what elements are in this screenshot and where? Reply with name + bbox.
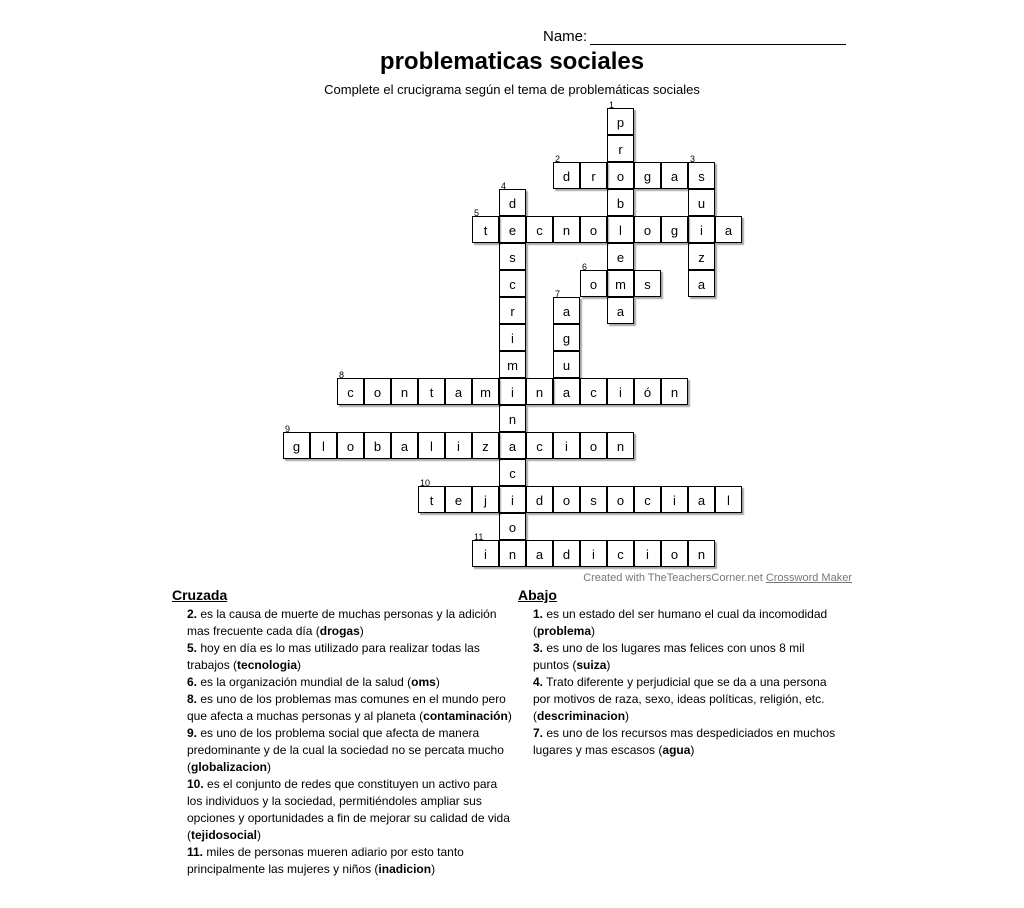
crossword-cell[interactable] bbox=[553, 378, 580, 405]
cell-letter: c bbox=[509, 466, 516, 481]
clue-text: es uno de los lugares mas felices con unos 8 mil puntos ( bbox=[533, 641, 805, 672]
crossword-cell[interactable] bbox=[688, 243, 715, 270]
crossword-cell[interactable] bbox=[364, 378, 391, 405]
clue-text: ) bbox=[297, 658, 302, 672]
cell-letter: n bbox=[400, 385, 409, 400]
crossword-cell[interactable] bbox=[580, 540, 607, 567]
crossword-cell[interactable] bbox=[634, 486, 661, 513]
cell-letter: o bbox=[508, 520, 517, 535]
cell-letter: o bbox=[643, 223, 652, 238]
clue-text: ) bbox=[690, 743, 695, 757]
clue-number: 3 bbox=[690, 154, 696, 164]
cell-letter: i bbox=[673, 493, 676, 508]
cell-letter: i bbox=[700, 223, 703, 238]
crossword-cell[interactable] bbox=[607, 297, 634, 324]
cell-letter: c bbox=[347, 385, 354, 400]
crossword-cell[interactable] bbox=[499, 459, 526, 486]
crossword-cell[interactable] bbox=[607, 100, 634, 135]
clue-text: es un estado del ser humano el cual da incomodidad ( bbox=[533, 607, 828, 638]
clue-answer: drogas bbox=[319, 624, 360, 638]
crossword-cell[interactable] bbox=[310, 432, 337, 459]
page-title: problematicas sociales bbox=[379, 48, 645, 75]
crossword-cell[interactable] bbox=[391, 432, 418, 459]
crossword-cell[interactable] bbox=[688, 216, 715, 243]
cell-letter: e bbox=[616, 250, 625, 265]
clue-text: ) bbox=[359, 624, 364, 638]
crossword-cell[interactable] bbox=[445, 378, 472, 405]
cell-letter: n bbox=[616, 439, 625, 454]
name-label: Name: bbox=[543, 28, 588, 45]
crossword-cell[interactable] bbox=[607, 135, 634, 162]
cell-letter: a bbox=[562, 385, 571, 400]
crossword-cell[interactable] bbox=[526, 378, 553, 405]
cell-letter: j bbox=[484, 493, 487, 508]
crossword-cell[interactable] bbox=[445, 432, 472, 459]
crossword-cell[interactable] bbox=[553, 324, 580, 351]
crossword-cell[interactable] bbox=[580, 262, 607, 297]
clue-number: 8 bbox=[339, 370, 345, 380]
page-subtitle: Complete el crucigrama según el tema de problemáticas sociales bbox=[324, 82, 700, 97]
clue-number: 5 bbox=[474, 208, 480, 218]
clue-text: ) bbox=[435, 675, 440, 689]
cell-letter: a bbox=[562, 304, 571, 319]
clue-text: ) bbox=[625, 709, 630, 723]
crossword-cell[interactable] bbox=[418, 478, 445, 513]
cell-letter: z bbox=[482, 439, 489, 454]
cell-letter: m bbox=[507, 358, 518, 373]
crossword-cell[interactable] bbox=[526, 540, 553, 567]
crossword-cell[interactable] bbox=[499, 243, 526, 270]
cell-letter: c bbox=[617, 547, 624, 562]
crossword-cell[interactable] bbox=[499, 324, 526, 351]
clue-answer: inadicion bbox=[378, 862, 432, 876]
clue-item bbox=[187, 606, 512, 640]
cell-letter: b bbox=[616, 196, 625, 211]
cell-letter: a bbox=[724, 223, 733, 238]
crossword-cell[interactable] bbox=[472, 532, 499, 567]
crossword-cell[interactable] bbox=[580, 486, 607, 513]
clue-item bbox=[533, 640, 838, 674]
clue-answer: suiza bbox=[576, 658, 607, 672]
cell-letter: a bbox=[616, 304, 625, 319]
crossword-cell[interactable] bbox=[553, 154, 580, 189]
cell-letter: a bbox=[508, 439, 517, 454]
cell-letter: n bbox=[508, 547, 517, 562]
crossword-cell[interactable] bbox=[472, 208, 499, 243]
cell-letter: a bbox=[697, 277, 706, 292]
crossword-cell[interactable] bbox=[499, 486, 526, 513]
crossword-cell[interactable] bbox=[499, 181, 526, 216]
crossword-cell[interactable] bbox=[337, 370, 364, 405]
clue-text: es el conjunto de redes que constituyen un activo para los individuos y la sociedad, permitiéndoles ampliar sus opciones y oportunidades a fin de mejorar su calidad de vida ( bbox=[187, 777, 510, 842]
cell-letter: g bbox=[670, 223, 679, 238]
crossword-cell[interactable] bbox=[661, 378, 688, 405]
crossword-cell[interactable] bbox=[688, 189, 715, 216]
cell-letter: c bbox=[590, 385, 597, 400]
clue-answer: descriminacion bbox=[537, 709, 626, 723]
cell-letter: n bbox=[670, 385, 679, 400]
clue-answer: agua bbox=[662, 743, 691, 757]
cell-letter: d bbox=[562, 169, 571, 184]
crossword-cell[interactable] bbox=[688, 540, 715, 567]
cell-letter: o bbox=[589, 277, 598, 292]
cell-letter: i bbox=[511, 385, 514, 400]
crossword-cell[interactable] bbox=[661, 486, 688, 513]
clue-text: ) bbox=[257, 828, 262, 842]
clue-number: 7 bbox=[555, 289, 561, 299]
crossword-cell[interactable] bbox=[472, 432, 499, 459]
cell-letter: m bbox=[615, 277, 626, 292]
crossword-cell[interactable] bbox=[634, 378, 661, 405]
clue-number: 2. bbox=[187, 607, 198, 621]
crossword-cell[interactable] bbox=[607, 378, 634, 405]
clue-item bbox=[187, 674, 512, 691]
cell-letter: o bbox=[373, 385, 382, 400]
clue-number: 4 bbox=[501, 181, 507, 191]
cell-letter: g bbox=[643, 169, 652, 184]
crossword-cell[interactable] bbox=[688, 486, 715, 513]
cell-letter: e bbox=[454, 493, 463, 508]
clue-text: es la organización mundial de la salud ( bbox=[197, 675, 412, 689]
clue-text: ) bbox=[591, 624, 596, 638]
cell-letter: n bbox=[535, 385, 544, 400]
cell-letter: l bbox=[727, 493, 730, 508]
clue-item bbox=[533, 674, 838, 725]
cell-letter: d bbox=[508, 196, 517, 211]
crossword-cell[interactable] bbox=[553, 432, 580, 459]
cell-letter: a bbox=[535, 547, 544, 562]
cell-letter: t bbox=[483, 223, 488, 238]
crossword-cell[interactable] bbox=[661, 162, 688, 189]
crossword-cell[interactable] bbox=[661, 540, 688, 567]
crossword-cell[interactable] bbox=[499, 432, 526, 459]
cell-letter: c bbox=[509, 277, 516, 292]
cell-letter: t bbox=[429, 493, 434, 508]
crossword-cell[interactable] bbox=[499, 378, 526, 405]
cell-letter: i bbox=[484, 547, 487, 562]
crossword-cell[interactable] bbox=[688, 270, 715, 297]
clue-number: 1 bbox=[609, 100, 615, 110]
cell-letter: s bbox=[509, 250, 516, 265]
crossword-cell[interactable] bbox=[472, 486, 499, 513]
cell-letter: s bbox=[590, 493, 597, 508]
cell-letter: a bbox=[454, 385, 463, 400]
cell-letter: i bbox=[565, 439, 568, 454]
crossword-cell[interactable] bbox=[715, 216, 742, 243]
crossword-cell[interactable] bbox=[634, 540, 661, 567]
clue-number: 6 bbox=[582, 262, 588, 272]
crossword-cell[interactable] bbox=[526, 216, 553, 243]
clue-number: 7. bbox=[533, 726, 544, 740]
clue-item bbox=[187, 776, 512, 844]
crossword-cell[interactable] bbox=[499, 405, 526, 432]
clue-answer: globalizacion bbox=[191, 760, 268, 774]
cell-letter: g bbox=[292, 439, 301, 454]
crossword-cell[interactable] bbox=[391, 378, 418, 405]
cell-letter: c bbox=[536, 439, 543, 454]
cell-letter: o bbox=[616, 493, 625, 508]
clue-text: es uno de los problemas mas comunes en el mundo pero que afecta a muchas personas y al planeta ( bbox=[187, 692, 506, 723]
clue-text: miles de personas mueren adiario por esto tanto principalmente las mujeres y niños ( bbox=[187, 845, 464, 876]
cell-letter: o bbox=[616, 169, 625, 184]
cell-letter: u bbox=[562, 358, 571, 373]
crossword-cell[interactable] bbox=[499, 351, 526, 378]
cell-letter: o bbox=[562, 493, 571, 508]
clue-text: Trato diferente y perjudicial que se da a una persona por motivos de raza, sexo, ideas políticas, religión, etc. ( bbox=[533, 675, 827, 723]
cell-letter: c bbox=[536, 223, 543, 238]
clue-number: 2 bbox=[555, 154, 561, 164]
crossword-cell[interactable] bbox=[580, 432, 607, 459]
cell-letter: m bbox=[480, 385, 491, 400]
cell-letter: g bbox=[562, 331, 571, 346]
clue-number: 8. bbox=[187, 692, 198, 706]
cell-letter: n bbox=[697, 547, 706, 562]
crossword-cell[interactable] bbox=[580, 378, 607, 405]
clue-item bbox=[187, 691, 512, 725]
crossword-cell[interactable] bbox=[553, 540, 580, 567]
down-clues bbox=[518, 587, 838, 759]
crossword-cell[interactable] bbox=[553, 289, 580, 324]
down-clue-list bbox=[518, 606, 838, 759]
crossword-cell[interactable] bbox=[499, 297, 526, 324]
cell-letter: o bbox=[346, 439, 355, 454]
clue-item bbox=[187, 725, 512, 776]
crossword-cell[interactable] bbox=[472, 378, 499, 405]
crossword-cell[interactable] bbox=[607, 540, 634, 567]
crossword-cell[interactable] bbox=[499, 216, 526, 243]
clue-answer: tecnologia bbox=[237, 658, 298, 672]
crossword-cell[interactable] bbox=[688, 154, 715, 189]
cell-letter: r bbox=[591, 169, 596, 184]
cell-letter: c bbox=[644, 493, 651, 508]
clue-text: ) bbox=[431, 862, 436, 876]
cell-letter: l bbox=[619, 223, 622, 238]
crossword-cell[interactable] bbox=[634, 270, 661, 297]
cell-letter: s bbox=[644, 277, 651, 292]
crossword-maker-link[interactable]: Crossword Maker bbox=[765, 572, 852, 584]
cell-letter: n bbox=[508, 412, 517, 427]
crossword-cell[interactable] bbox=[580, 162, 607, 189]
cell-letter: a bbox=[400, 439, 409, 454]
cell-letter: l bbox=[430, 439, 433, 454]
cell-letter: p bbox=[616, 115, 625, 130]
crossword-cell[interactable] bbox=[445, 486, 472, 513]
clue-number: 11. bbox=[187, 845, 204, 859]
crossword-cell[interactable] bbox=[607, 189, 634, 216]
crossword-cell[interactable] bbox=[580, 216, 607, 243]
cell-letter: ó bbox=[643, 385, 652, 400]
cell-letter: n bbox=[562, 223, 571, 238]
clue-text: es uno de los recursos mas despediciados en muchos lugares y mas escasos ( bbox=[533, 726, 836, 757]
cell-letter: a bbox=[697, 493, 706, 508]
crossword-cell[interactable] bbox=[607, 162, 634, 189]
across-heading: Cruzada bbox=[172, 587, 228, 603]
cell-letter: a bbox=[670, 169, 679, 184]
crossword-cell[interactable] bbox=[634, 162, 661, 189]
cell-letter: t bbox=[429, 385, 434, 400]
cell-letter: b bbox=[373, 439, 382, 454]
clue-text: ) bbox=[267, 760, 272, 774]
crossword-cell[interactable] bbox=[283, 424, 310, 459]
crossword-cell[interactable] bbox=[607, 270, 634, 297]
crossword-cell[interactable] bbox=[607, 216, 634, 243]
clue-number: 9. bbox=[187, 726, 198, 740]
clue-item bbox=[187, 640, 512, 674]
clue-item bbox=[533, 725, 838, 759]
cell-letter: i bbox=[619, 385, 622, 400]
clue-number: 11 bbox=[474, 532, 484, 542]
credit-line bbox=[583, 572, 852, 584]
cell-letter: i bbox=[646, 547, 649, 562]
cell-letter: e bbox=[508, 223, 517, 238]
clue-number: 3. bbox=[533, 641, 544, 655]
clue-answer: tejidosocial bbox=[191, 828, 258, 842]
crossword-cell[interactable] bbox=[553, 216, 580, 243]
clue-number: 9 bbox=[285, 424, 291, 434]
crossword-cell[interactable] bbox=[418, 432, 445, 459]
down-heading: Abajo bbox=[518, 587, 557, 603]
crossword-cell[interactable] bbox=[715, 486, 742, 513]
clue-text: es la causa de muerte de muchas personas y la adición mas frecuente cada día ( bbox=[187, 607, 497, 638]
crossword-cell[interactable] bbox=[553, 486, 580, 513]
clue-text: es uno de los problema social que afecta de manera predominante y de la cual la sociedad no se percata mucho ( bbox=[187, 726, 504, 774]
cell-letter: u bbox=[697, 196, 706, 211]
clue-number: 1. bbox=[533, 607, 544, 621]
crossword-cell[interactable] bbox=[418, 378, 445, 405]
crossword-cell[interactable] bbox=[499, 540, 526, 567]
clue-text: ) bbox=[507, 709, 512, 723]
cell-letter: i bbox=[457, 439, 460, 454]
cell-letter: i bbox=[511, 331, 514, 346]
crossword-cell[interactable] bbox=[499, 513, 526, 540]
crossword-cell[interactable] bbox=[364, 432, 391, 459]
clue-answer: oms bbox=[411, 675, 436, 689]
cell-letter: o bbox=[670, 547, 679, 562]
cell-letter: l bbox=[322, 439, 325, 454]
crossword-cell[interactable] bbox=[607, 243, 634, 270]
clue-number: 5. bbox=[187, 641, 198, 655]
clue-answer: contaminación bbox=[423, 709, 508, 723]
crossword-cell[interactable] bbox=[499, 270, 526, 297]
crossword-cell[interactable] bbox=[337, 432, 364, 459]
crossword-cell[interactable] bbox=[607, 432, 634, 459]
clue-text: hoy en día es lo mas utilizado para realizar todas las trabajos ( bbox=[187, 641, 480, 672]
cell-letter: i bbox=[511, 493, 514, 508]
crossword-cell[interactable] bbox=[526, 432, 553, 459]
credit-text: Created with TheTeachersCorner.net bbox=[583, 572, 766, 584]
cell-letter: d bbox=[562, 547, 571, 562]
across-clues bbox=[172, 587, 512, 878]
clue-number: 10 bbox=[420, 478, 431, 488]
clue-text: ) bbox=[606, 658, 611, 672]
cell-letter: s bbox=[698, 169, 705, 184]
clue-item bbox=[187, 844, 512, 878]
crossword-cell[interactable] bbox=[607, 486, 634, 513]
clue-number: 6. bbox=[187, 675, 198, 689]
clue-item bbox=[533, 606, 838, 640]
cell-letter: r bbox=[618, 142, 623, 157]
across-clue-list bbox=[172, 606, 512, 878]
cell-letter: z bbox=[698, 250, 705, 265]
clue-number: 10. bbox=[187, 777, 204, 791]
cell-letter: o bbox=[589, 223, 598, 238]
cell-letter: d bbox=[535, 493, 544, 508]
crossword-cell[interactable] bbox=[634, 216, 661, 243]
clue-number: 4. bbox=[533, 675, 544, 689]
crossword-cell[interactable] bbox=[553, 351, 580, 378]
clue-answer: problema bbox=[537, 624, 592, 638]
crossword-cell[interactable] bbox=[661, 216, 688, 243]
cell-letter: r bbox=[510, 304, 515, 319]
crossword-cell[interactable] bbox=[526, 486, 553, 513]
cell-letter: o bbox=[589, 439, 598, 454]
cell-letter: i bbox=[592, 547, 595, 562]
